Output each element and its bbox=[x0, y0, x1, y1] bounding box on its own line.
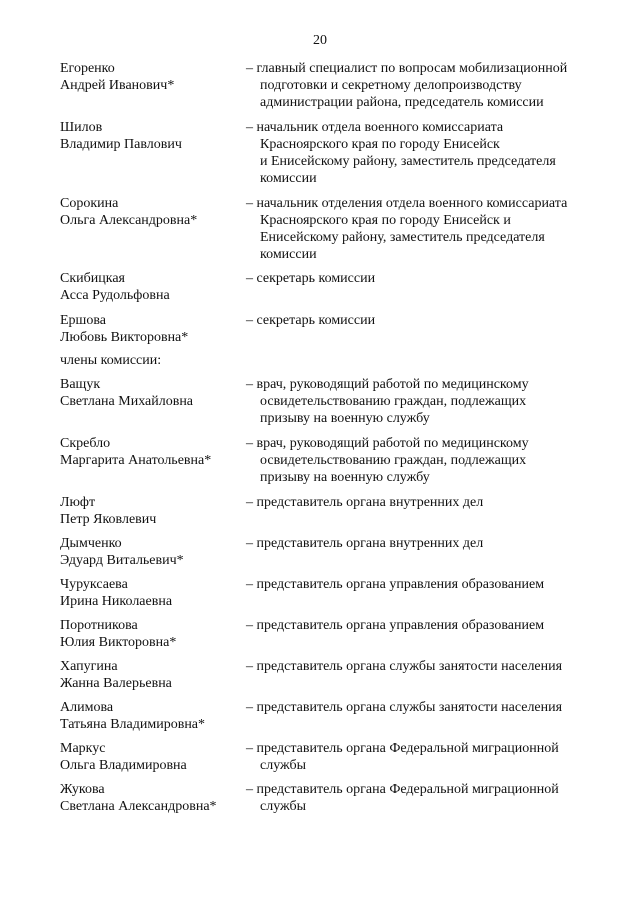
role-line: – представитель органа внутренних дел bbox=[246, 495, 484, 510]
member-given-name: Ирина Николаевна bbox=[60, 594, 173, 609]
role-line: – секретарь комиссии bbox=[246, 313, 376, 328]
member-given-name: Андрей Иванович* bbox=[60, 78, 175, 93]
member-given-name: Татьяна Владимировна* bbox=[60, 717, 206, 732]
member-given-name: Юлия Викторовна* bbox=[60, 635, 177, 650]
page-number: 20 bbox=[313, 33, 327, 48]
member-given-name: Ольга Александровна* bbox=[60, 213, 198, 228]
member-surname: Скибицкая bbox=[60, 271, 125, 286]
member-name bbox=[60, 699, 245, 733]
member-given-name: Владимир Павлович bbox=[60, 137, 182, 152]
role-line: освидетельствованию граждан, подлежащих bbox=[260, 394, 527, 409]
role-line: комиссии bbox=[260, 247, 317, 262]
role-line: Красноярского края по городу Енисейск bbox=[260, 137, 500, 152]
role-line: службы bbox=[260, 758, 307, 773]
member-given-name: Эдуард Витальевич* bbox=[60, 553, 184, 568]
member-name bbox=[60, 576, 245, 610]
members-heading: члены комиссии: bbox=[60, 353, 162, 368]
role-line: – представитель органа внутренних дел bbox=[246, 536, 484, 551]
role-line: и Енисейскому району, заместитель председателя bbox=[260, 154, 556, 169]
member-surname: Поротникова bbox=[60, 618, 138, 633]
member-given-name: Ольга Владимировна bbox=[60, 758, 187, 773]
role-line: – начальник отделения отдела военного комиссариата bbox=[246, 196, 568, 211]
member-name bbox=[60, 494, 245, 528]
member-role bbox=[246, 699, 616, 716]
role-line: подготовки и секретному делопроизводству bbox=[260, 78, 522, 93]
role-line: освидетельствованию граждан, подлежащих bbox=[260, 453, 527, 468]
member-role bbox=[246, 60, 616, 111]
member-role bbox=[246, 435, 616, 486]
member-surname: Алимова bbox=[60, 700, 114, 715]
member-name bbox=[60, 376, 245, 410]
member-name bbox=[60, 312, 245, 346]
member-given-name: Маргарита Анатольевна* bbox=[60, 453, 212, 468]
member-surname: Шилов bbox=[60, 120, 103, 135]
member-role bbox=[246, 781, 616, 815]
member-role bbox=[246, 658, 616, 675]
member-given-name: Жанна Валерьевна bbox=[60, 676, 172, 691]
member-role bbox=[246, 740, 616, 774]
role-line: – представитель органа управления образованием bbox=[246, 577, 545, 592]
member-name bbox=[60, 781, 245, 815]
member-name bbox=[60, 435, 245, 469]
member-surname: Ершова bbox=[60, 313, 106, 328]
member-surname: Дымченко bbox=[60, 536, 122, 551]
member-name bbox=[60, 195, 245, 229]
member-given-name: Петр Яковлевич bbox=[60, 512, 157, 527]
role-line: – представитель органа службы занятости населения bbox=[246, 659, 563, 674]
member-role bbox=[246, 494, 616, 511]
member-name bbox=[60, 658, 245, 692]
member-name bbox=[60, 740, 245, 774]
role-line: призыву на военную службу bbox=[260, 470, 430, 485]
member-surname: Чуруксаева bbox=[60, 577, 128, 592]
role-line: комиссии bbox=[260, 171, 317, 186]
role-line: – представитель органа Федеральной миграционной bbox=[246, 782, 559, 797]
role-line: – представитель органа управления образованием bbox=[246, 618, 545, 633]
member-role bbox=[246, 535, 616, 552]
role-line: – врач, руководящий работой по медицинскому bbox=[246, 377, 529, 392]
member-surname: Егоренко bbox=[60, 61, 115, 76]
role-line: – главный специалист по вопросам мобилизационной bbox=[246, 61, 568, 76]
member-surname: Маркус bbox=[60, 741, 106, 756]
member-surname: Сорокина bbox=[60, 196, 119, 211]
member-role bbox=[246, 312, 616, 329]
member-role bbox=[246, 270, 616, 287]
member-name bbox=[60, 270, 245, 304]
role-line: Красноярского края по городу Енисейск и bbox=[260, 213, 511, 228]
member-given-name: Светлана Александровна* bbox=[60, 799, 217, 814]
member-role bbox=[246, 576, 616, 593]
role-line: призыву на военную службу bbox=[260, 411, 430, 426]
member-surname: Скребло bbox=[60, 436, 111, 451]
member-name bbox=[60, 617, 245, 651]
member-role bbox=[246, 376, 616, 427]
member-name bbox=[60, 119, 245, 153]
member-given-name: Светлана Михайловна bbox=[60, 394, 194, 409]
member-given-name: Асса Рудольфовна bbox=[60, 288, 170, 303]
member-role bbox=[246, 119, 616, 187]
role-line: Енисейскому району, заместитель председателя bbox=[260, 230, 545, 245]
member-name bbox=[60, 60, 245, 94]
role-line: – представитель органа Федеральной миграционной bbox=[246, 741, 559, 756]
member-surname: Жукова bbox=[60, 782, 105, 797]
member-given-name: Любовь Викторовна* bbox=[60, 330, 189, 345]
member-surname: Люфт bbox=[60, 495, 96, 510]
role-line: администрации района, председатель комиссии bbox=[260, 95, 544, 110]
role-line: – врач, руководящий работой по медицинскому bbox=[246, 436, 529, 451]
member-role bbox=[246, 617, 616, 634]
member-surname: Хапугина bbox=[60, 659, 118, 674]
member-role bbox=[246, 195, 616, 263]
member-name bbox=[60, 535, 245, 569]
role-line: – представитель органа службы занятости населения bbox=[246, 700, 563, 715]
role-line: службы bbox=[260, 799, 307, 814]
role-line: – секретарь комиссии bbox=[246, 271, 376, 286]
role-line: – начальник отдела военного комиссариата bbox=[246, 120, 504, 135]
member-surname: Ващук bbox=[60, 377, 101, 392]
